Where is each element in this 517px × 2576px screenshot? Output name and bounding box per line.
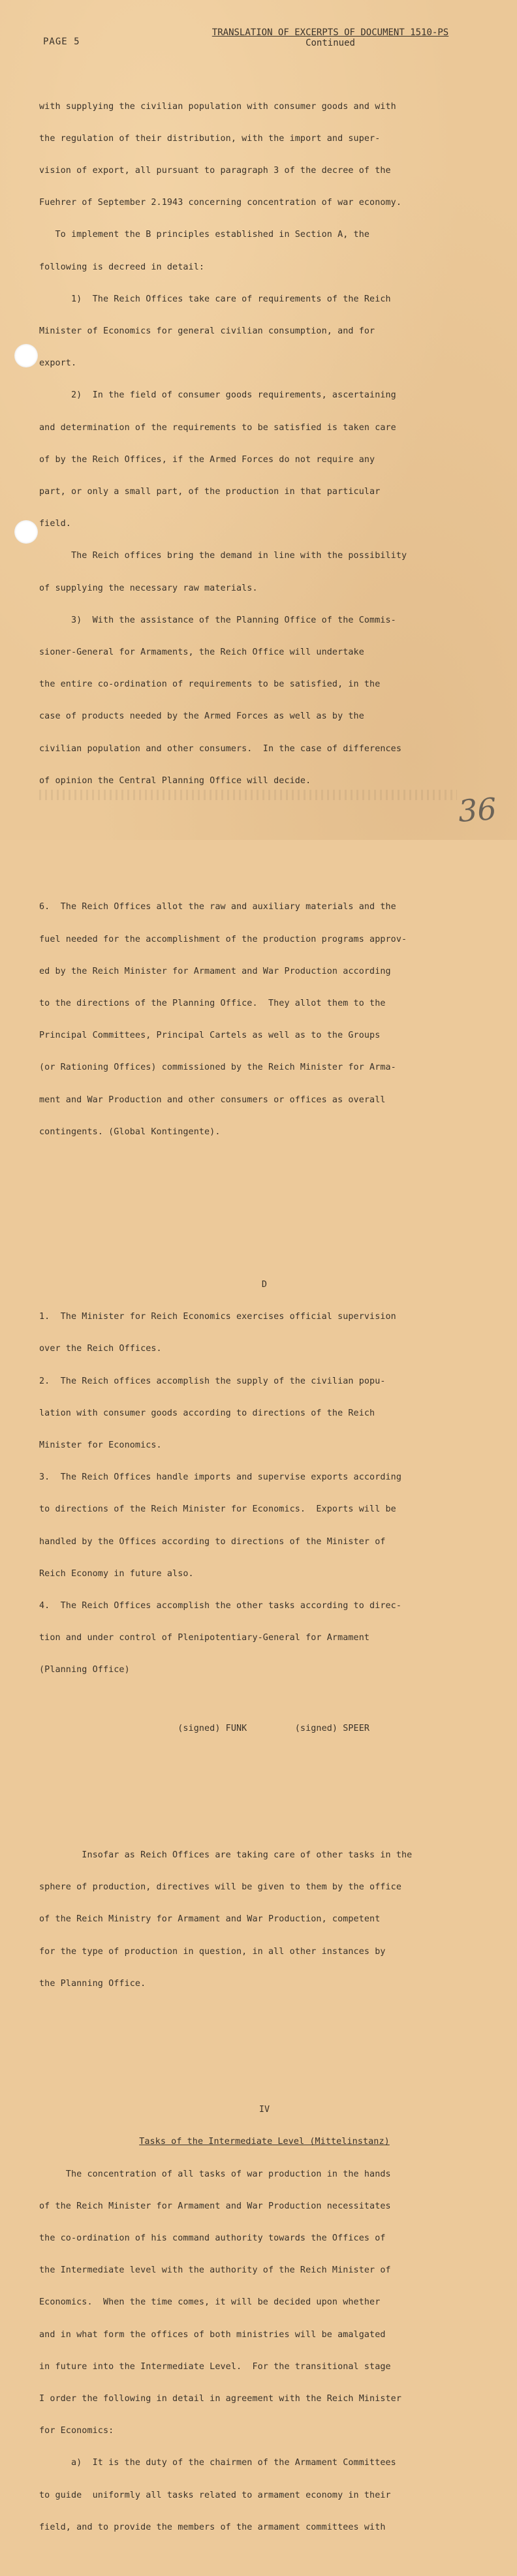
punch-hole [14,520,38,544]
text-line: (or Rationing Offices) commissioned by the Reich Minister for Arma- [39,1063,396,1073]
text-line: vision of export, all pursuant to paragraph 3 of the decree of the [39,166,391,176]
text-line: and determination of the requirements to be satisfied is taken care [39,422,396,433]
text-line: 1) The Reich Offices take care of requirements of the Reich [39,294,391,304]
section-title [39,2137,490,2147]
text-line: 3) With the assistance of the Planning Office of the Commis- [39,615,396,625]
text-line: Economics. When the time comes, it will be decided upon whether [39,2297,381,2308]
text-line: in future into the Intermediate Level. For the transitional stage [39,2361,391,2372]
text-line: Insofar as Reich Offices are taking care of other tasks in the [39,1850,413,1860]
text-line: following is decreed in detail: [39,262,205,272]
handwritten-page-number: 36 [457,791,498,829]
text-line: sphere of production, directives will be given to them by the office [39,1882,402,1893]
text-line: case of products needed by the Armed Forces as well as by the [39,711,364,722]
text-line: of by the Reich Offices, if the Armed Forces do not require any [39,454,375,465]
paragraph-a [39,80,490,808]
text-line: 3. The Reich Offices handle imports and supervise exports according [39,1472,402,1483]
text-line: ed by the Reich Minister for Armament and War Production according [39,966,391,976]
spacer [39,1191,490,1200]
section-title-text: Tasks of the Intermediate Level (Mittelinstanz) [139,2137,390,2147]
text-line: and in what form the offices of both ministries will be amalgated [39,2329,386,2340]
text-line: part, or only a small part, of the production in that particular [39,487,381,497]
faded-bottom-line [39,790,457,800]
text-line: to guide uniformly all tasks related to armament economy in their [39,2490,391,2500]
text-line: The Reich offices bring the demand in line with the possibility [39,551,407,561]
spacer [39,1788,490,1797]
paragraph-insofar [39,1829,490,2011]
section-iv [39,2083,490,2554]
text-line: of opinion the Central Planning Office will decide. [39,775,311,786]
text-line: fuel needed for the accomplishment of the production programs approv- [39,934,407,944]
section-number: IV [258,2105,270,2115]
text-line: to directions of the Reich Minister for Economics. Exports will be [39,1504,396,1515]
text-line: of the Reich Minister for Armament and War Production necessitates [39,2201,391,2211]
text-line: over the Reich Offices. [39,1344,162,1354]
spacer [39,1221,490,1226]
text-line: 6. The Reich Offices allot the raw and auxiliary materials and the [39,902,396,912]
text-line: tion and under control of Plenipotentiary-General for Armament [39,1633,370,1643]
spacer [39,2043,490,2051]
paragraph-6 [39,881,490,1159]
text-line: 1. The Minister for Reich Economics exercises official supervision [39,1312,396,1322]
text-line: field, and to provide the members of the armament committees with [39,2522,386,2532]
document-header [187,27,474,48]
text-line: with supplying the civilian population with consumer goods and with [39,101,396,112]
spacer [39,1698,490,1703]
text-line: to the directions of the Planning Office. They allot them to the [39,998,386,1008]
text-line: civilian population and other consumers. In the case of differences [39,743,402,754]
text-line: Minister of Economics for general civilian consumption, and for [39,326,375,337]
section-heading: D [261,1280,268,1290]
text-line: export. [39,358,77,369]
text-line: Reich Economy in future also. [39,1568,194,1579]
text-line: (Planning Office) [39,1665,130,1675]
page-label: PAGE 5 [43,37,80,47]
text-line: 2. The Reich offices accomplish the supply of the civilian popu- [39,1376,386,1386]
document-title: TRANSLATION OF EXCERPTS OF DOCUMENT 1510-PS [212,27,449,38]
section-d [39,1258,490,1756]
text-line: the Intermediate level with the authority of the Reich Minister of [39,2265,391,2276]
punch-hole [14,344,38,367]
text-line: the entire co-ordination of requirements to be satisfied, in the [39,679,381,690]
document-subtitle: Continued [306,38,355,48]
signatures: (signed) FUNK (signed) SPEER [39,1724,370,1734]
text-line: ment and War Production and other consumers or offices as overall [39,1094,386,1105]
document-body [39,59,490,2576]
text-line: 4. The Reich Offices accomplish the other tasks according to direc- [39,1601,402,1611]
text-line: of the Reich Ministry for Armament and War Production, competent [39,1914,381,1925]
text-line: handled by the Offices according to directions of the Minister of [39,1536,386,1547]
text-line: I order the following in detail in agreement with the Reich Minister [39,2394,402,2404]
text-line: a) It is the duty of the chairmen of the Armament Committees [39,2458,396,2468]
text-line: for Economics: [39,2426,114,2436]
text-line: sioner-General for Armaments, the Reich Office will undertake [39,647,364,658]
text-line: The concentration of all tasks of war production in the hands [39,2169,391,2179]
spacer [39,840,490,848]
text-line: contingents. (Global Kontingente). [39,1126,221,1137]
text-line: the co-ordination of his command authority towards the Offices of [39,2233,386,2244]
text-line: Minister for Economics. [39,1440,162,1451]
text-line: field. [39,519,71,529]
text-line: the regulation of their distribution, with the import and super- [39,133,381,144]
text-line: for the type of production in question, in all other instances by [39,1946,386,1957]
text-line: To implement the B principles established in Section A, the [39,230,370,240]
text-line: Principal Committees, Principal Cartels as well as to the Groups [39,1031,381,1041]
text-line: Fuehrer of September 2.1943 concerning concentration of war economy. [39,198,402,208]
text-line: the Planning Office. [39,1978,146,1989]
text-line: lation with consumer goods according to directions of the Reich [39,1408,375,1418]
text-line: of supplying the necessary raw materials. [39,583,258,593]
text-line: 2) In the field of consumer goods requirements, ascertaining [39,390,396,401]
